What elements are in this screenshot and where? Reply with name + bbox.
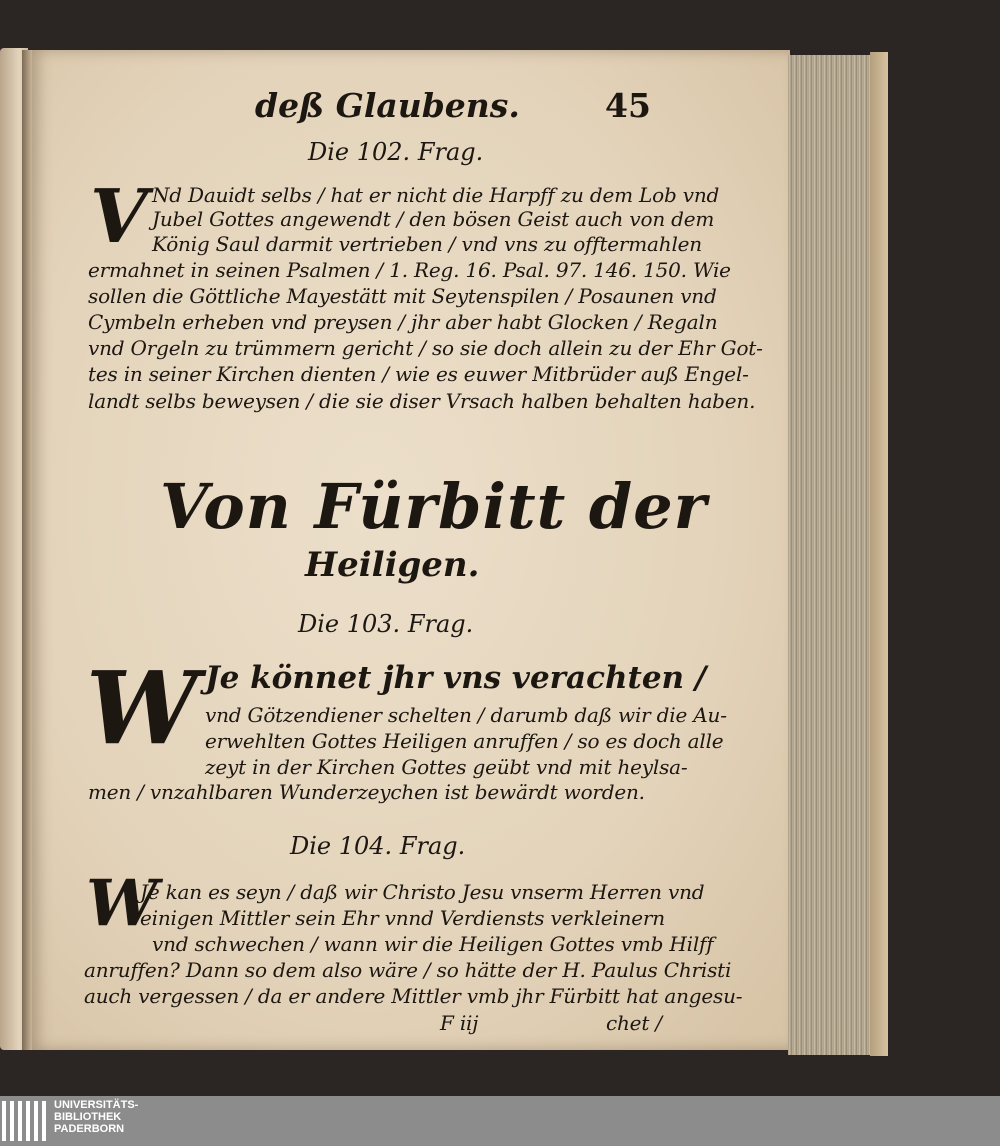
paragraph-line: zeyt in der Kirchen Gottes geübt vnd mit heylsa- (205, 755, 688, 779)
signature-mark: F iij (440, 1011, 479, 1035)
logo-line: UNIVERSITÄTS- (54, 1099, 139, 1111)
book-gutter (22, 50, 32, 1050)
paragraph-line: Nd Dauidt selbs / hat er nicht die Harpff zu dem Lob vnd (152, 183, 720, 207)
footer-bar (0, 1096, 1000, 1146)
paragraph-line: Je kan es seyn / daß wir Christo Jesu vnserm Herren vnd (140, 880, 705, 904)
page-number: 45 (605, 86, 651, 125)
question-104-heading: Die 104. Frag. (290, 832, 466, 860)
paragraph-line: König Saul darmit vertrieben / vnd vns zu offtermahlen (152, 232, 702, 256)
paragraph-line: vnd Götzendiener schelten / darumb daß wir die Au- (205, 703, 727, 727)
paragraph-line: Jubel Gottes angewendt / den bösen Geist auch von dem (152, 207, 715, 231)
paragraph-line: men / vnzahlbaren Wunderzeychen ist bewärdt worden. (88, 780, 645, 804)
catchword: chet / (606, 1011, 662, 1035)
paragraph-line: Cymbeln erheben vnd preysen / jhr aber habt Glocken / Regaln (88, 310, 718, 334)
paragraph-line: ermahnet in seinen Psalmen / 1. Reg. 16. Psal. 97. 146. 150. Wie (88, 258, 731, 282)
paragraph-line: sollen die Göttliche Mayestätt mit Seytenspilen / Posaunen vnd (88, 284, 717, 308)
drop-cap-w: W (86, 866, 158, 941)
paragraph-line: tes in seiner Kirchen dienten / wie es euwer Mitbrüder auß Engel- (88, 362, 749, 386)
section-title: Von Fürbitt der (160, 470, 708, 543)
paragraph-line-large: Je könnet jhr vns verachten / (205, 660, 707, 696)
paragraph-line: vnd Orgeln zu trümmern gericht / so sie doch allein zu der Ehr Got- (88, 336, 763, 360)
paragraph-line: vnd schwechen / wann wir die Heiligen Gottes vmb Hilff (152, 932, 714, 956)
page-block-edges (788, 55, 883, 1055)
library-logo-text (54, 1099, 138, 1135)
drop-cap-v: V (90, 174, 148, 260)
cover-edge (870, 52, 888, 1056)
question-103-heading: Die 103. Frag. (298, 610, 474, 638)
paragraph-line: einigen Mittler sein Ehr vnnd Verdiensts verkleinern (140, 906, 665, 930)
paragraph-line: auch vergessen / da er andere Mittler vmb jhr Fürbitt hat angesu- (84, 984, 743, 1008)
drop-cap-w: W (86, 649, 199, 767)
paragraph-line: erwehlten Gottes Heiligen anruffen / so es doch alle (205, 729, 724, 753)
library-logo-icon (0, 1097, 48, 1145)
running-head: deß Glaubens. (255, 86, 520, 125)
logo-line: PADERBORN (54, 1123, 125, 1135)
question-102-heading: Die 102. Frag. (308, 138, 484, 166)
section-subtitle: Heiligen. (305, 545, 480, 585)
paragraph-line: landt selbs beweysen / die sie diser Vrsach halben behalten haben. (88, 389, 756, 413)
paragraph-line: anruffen? Dann so dem also wäre / so hätte der H. Paulus Christi (84, 958, 732, 982)
logo-line: BIBLIOTHEK (54, 1111, 122, 1123)
